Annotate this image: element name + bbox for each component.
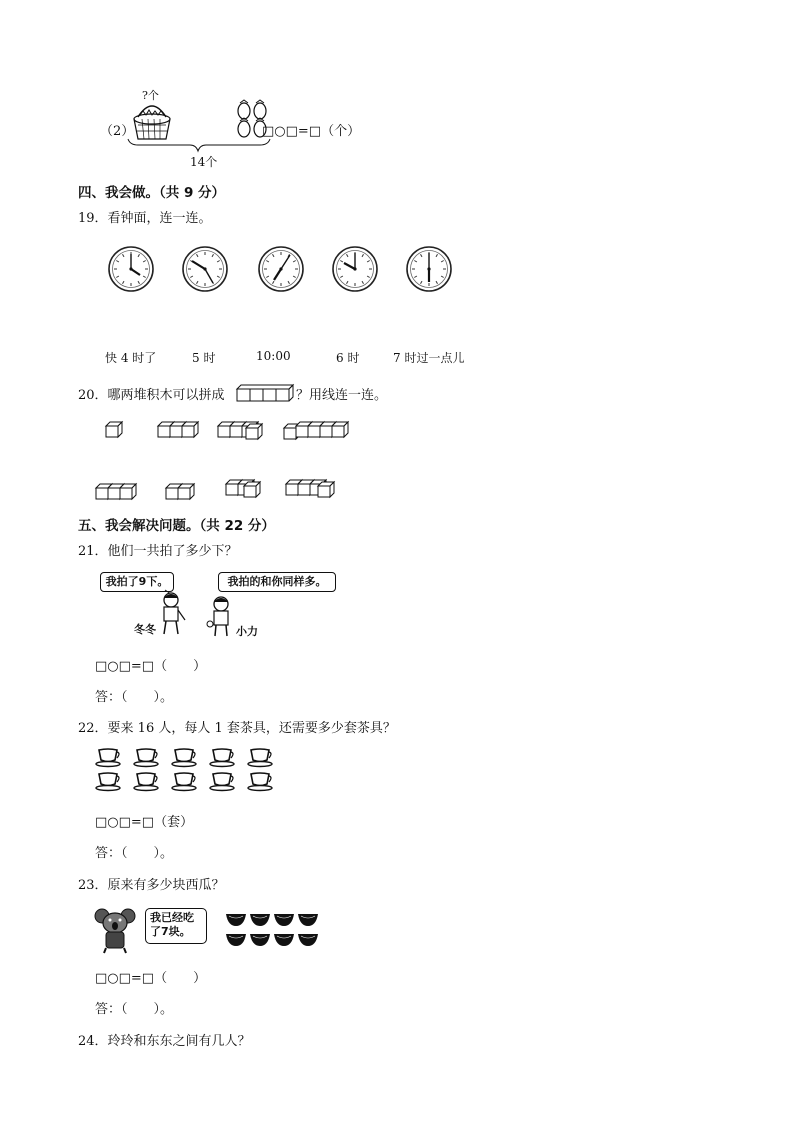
boy-right-icon [207,597,228,636]
section-4-heading: 四、我会做。（共 9 分） [78,185,226,201]
clock-label-4: 6 时 [336,351,360,365]
block-pile-top-4 [284,422,348,439]
clock-row [108,246,458,294]
q24-text: 24．玲玲和东东之间有几人？ [78,1034,251,1049]
name-xiaoli: 小力 [236,625,258,638]
block-pile-top-3 [218,422,262,439]
clock-icon-1 [109,247,153,291]
basket-eggplant-illustration [128,95,278,157]
q20-text-b: ？用线连一连。 [296,388,388,403]
clock-label-3: 10:00 [256,349,291,363]
speech-bubble-koala: 我已经吃了7块。 [145,908,207,944]
q23-equation: □○□=□（ ） [95,971,207,986]
section-5-heading: 五、我会解决问题。（共 22 分） [78,518,275,534]
block-pile-bottom-2 [166,484,194,499]
q20-text-a: 20．哪两堆积木可以拼成 [78,388,225,403]
q22-text: 22．要来 16 人，每人 1 套茶具，还需要多少套茶具？ [78,721,396,736]
clock-icon-5 [407,247,451,291]
block-pile-bottom-3 [226,480,260,497]
block-pile-top-1 [106,422,122,437]
q22-equation: □○□=□（套） [95,815,194,830]
koala-icon [94,906,142,954]
boy-left-icon [164,590,185,634]
name-dongdong: 冬冬 [134,623,156,636]
q21-answer: 答：（ ）。 [95,690,174,705]
clock-icon-3 [259,247,303,291]
basket-icon [134,106,170,139]
q21-text: 21．他们一共拍了多少下？ [78,544,238,559]
block-pile-bottom-4 [286,480,334,497]
q23-answer: 答：（ ）。 [95,1002,174,1017]
teacups-grid [96,748,276,796]
q23-text: 23．原来有多少块西瓜？ [78,878,225,893]
block-pile-top-2 [158,422,198,437]
clock-label-2: 5 时 [192,351,216,365]
speech-bubble-left: 我拍了9下。 [100,572,174,592]
clock-icon-2 [183,247,227,291]
watermelon-icons [226,914,318,946]
q19-text: 19．看钟面，连一连。 [78,211,212,226]
speech-bubble-right: 我拍的和你同样多。 [218,572,336,592]
block-piles [100,418,370,502]
teacup-icons [96,749,272,791]
clock-label-1: 快 4 时了 [105,351,157,365]
clock-label-5: 7 时过一点儿 [393,351,465,365]
q22-answer: 答：（ ）。 [95,846,174,861]
question-mark-label: ?个 [142,89,159,102]
target-blocks-icon [236,384,294,402]
watermelon-slices [226,912,322,952]
block-pile-bottom-1 [96,484,136,499]
q21-equation: □○□=□（ ） [95,659,207,674]
children-illustration [155,588,245,638]
total-label: 14个 [190,155,218,169]
top-equation: □○□=□（个） [262,124,361,139]
part-label: （2） [100,124,135,139]
clock-icon-4 [333,247,377,291]
